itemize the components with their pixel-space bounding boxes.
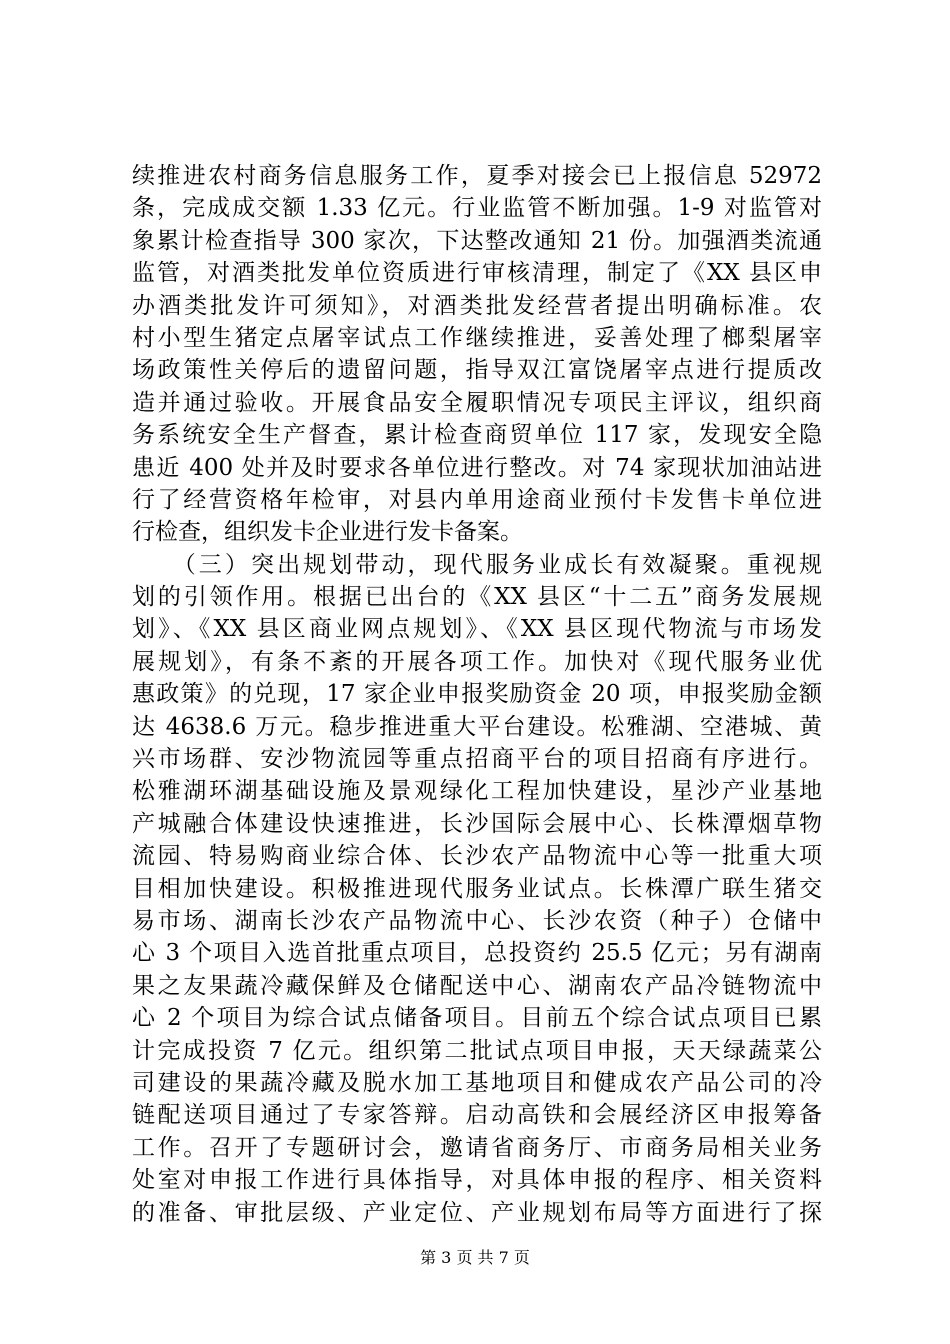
- body-line: 果之友果蔬冷藏保鲜及仓储配送中心、湖南农产品冷链物流中: [132, 972, 822, 999]
- body-line: 务系统安全生产督查，累计检查商贸单位 117 家，发现安全隐: [132, 422, 822, 449]
- body-line: 展规划》，有条不紊的开展各项工作。加快对《现代服务业优: [132, 648, 822, 675]
- body-line: 办酒类批发许可须知》，对酒类批发经营者提出明确标准。农: [132, 292, 822, 319]
- body-line: 流园、特易购商业综合体、长沙农产品物流中心等一批重大项: [132, 843, 822, 870]
- body-line: 条，完成成交额 1.33 亿元。行业监管不断加强。1-9 对监管对: [132, 195, 822, 222]
- body-line: 产城融合体建设快速推进，长沙国际会展中心、长株潭烟草物: [132, 810, 822, 837]
- body-line: 患近 400 处并及时要求各单位进行整改。对 74 家现状加油站进: [132, 454, 822, 481]
- body-line: 易市场、湖南长沙农产品物流中心、长沙农资（种子）仓储中: [132, 907, 822, 934]
- document-body: [132, 160, 822, 1229]
- body-line: 场政策性关停后的遗留问题，指导双江富饶屠宰点进行提质改: [132, 357, 822, 384]
- body-line: 松雅湖环湖基础设施及景观绿化工程加快建设，星沙产业基地: [132, 778, 822, 805]
- body-line: 村小型生猪定点屠宰试点工作继续推进，妥善处理了榔梨屠宰: [132, 324, 822, 351]
- body-line: 心 3 个项目入选首批重点项目，总投资约 25.5 亿元；另有湖南: [132, 940, 822, 967]
- body-line: 心 2 个项目为综合试点储备项目。目前五个综合试点项目已累: [132, 1005, 822, 1032]
- body-line: 目相加快建设。积极推进现代服务业试点。长株潭广联生猪交: [132, 875, 822, 902]
- body-line: 行检查，组织发卡企业进行发卡备案。: [132, 519, 523, 546]
- body-line: 达 4638.6 万元。稳步推进重大平台建设。松雅湖、空港城、黄: [132, 713, 822, 740]
- body-line: 工作。召开了专题研讨会，邀请省商务厅、市商务局相关业务: [132, 1134, 822, 1161]
- body-line: 链配送项目通过了专家答辩。启动高铁和会展经济区申报筹备: [132, 1102, 822, 1129]
- body-line: 造并通过验收。开展食品安全履职情况专项民主评议，组织商: [132, 389, 822, 416]
- body-line: 惠政策》的兑现，17 家企业申报奖励资金 20 项，申报奖励金额: [132, 681, 822, 708]
- body-line: 处室对申报工作进行具体指导，对具体申报的程序、相关资料: [132, 1167, 822, 1194]
- body-line: 司建设的果蔬冷藏及脱水加工基地项目和健成农产品公司的冷: [132, 1069, 822, 1096]
- body-line: （三）突出规划带动，现代服务业成长有效凝聚。重视规: [132, 551, 822, 578]
- body-line: 监管，对酒类批发单位资质进行审核清理，制定了《XX 县区申: [132, 260, 822, 287]
- body-line: 的准备、审批层级、产业定位、产业规划布局等方面进行了探: [132, 1199, 822, 1226]
- body-line: 象累计检查指导 300 家次，下达整改通知 21 份。加强酒类流通: [132, 227, 822, 254]
- body-line: 行了经营资格年检审，对县内单用途商业预付卡发售卡单位进: [132, 486, 822, 513]
- body-line: 计完成投资 7 亿元。组织第二批试点项目申报，天天绿蔬菜公: [132, 1037, 822, 1064]
- body-line: 兴市场群、安沙物流园等重点招商平台的项目招商有序进行。: [132, 746, 822, 773]
- page-number-footer: 第 3 页 共 7 页: [420, 1248, 530, 1267]
- body-line: 续推进农村商务信息服务工作，夏季对接会已上报信息 52972: [132, 163, 822, 189]
- body-line: 划的引领作用。根据已出台的《XX 县区“十二五”商务发展规: [132, 584, 822, 611]
- body-line: 划》、《XX 县区商业网点规划》、《XX 县区现代物流与市场发: [132, 616, 822, 643]
